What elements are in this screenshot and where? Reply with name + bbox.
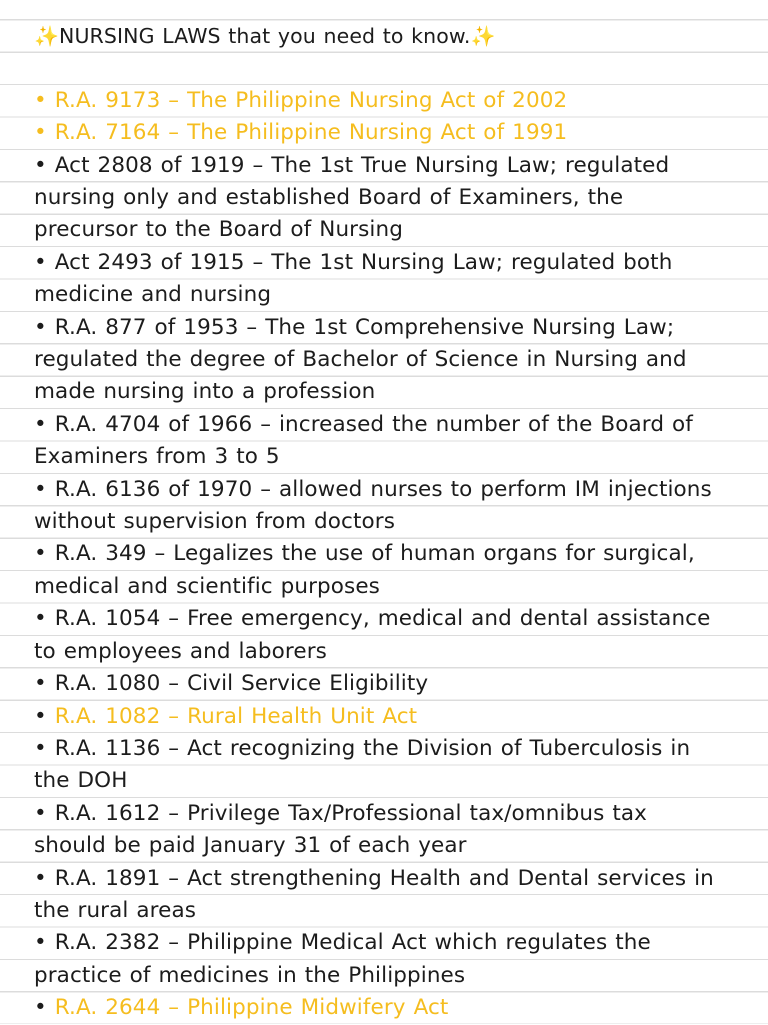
law-entry-line — [34, 247, 759, 279]
law-entry-text: R.A. 2382 – Philippine Medical Act which regulates the — [54, 930, 651, 956]
law-entry-line — [34, 474, 759, 506]
law-entry-text: R.A. 7164 – The Philippine Nursing Act of 1991 — [54, 120, 568, 146]
law-entry-text: medical and scientific purposes — [34, 573, 380, 599]
blank-line — [34, 52, 759, 84]
law-entry-text: practice of medicines in the Philippines — [34, 962, 466, 988]
law-entry — [34, 927, 759, 992]
law-entry — [34, 312, 759, 409]
law-entry-text: R.A. 1891 – Act strengthening Health and Dental services in — [54, 865, 714, 891]
law-entry — [34, 538, 759, 603]
law-entry-text: R.A. 4704 of 1966 – increased the number of the Board of — [54, 411, 693, 437]
law-entry-line — [34, 312, 759, 344]
law-entry-line — [34, 798, 759, 830]
bullet-icon: • — [34, 606, 47, 632]
bullet-icon: • — [34, 671, 47, 697]
bullet-icon: • — [34, 995, 47, 1021]
note-title-text: NURSING LAWS that you need to know. — [59, 24, 471, 48]
law-entry — [34, 668, 759, 700]
law-entry-line — [34, 441, 759, 473]
law-entry-line — [34, 117, 759, 149]
law-entry — [34, 733, 759, 798]
law-entry-line — [34, 603, 759, 635]
bullet-icon: • — [34, 800, 47, 826]
bullet-icon: • — [34, 152, 47, 178]
bullet-icon: • — [34, 249, 47, 275]
law-entry-text: R.A. 1080 – Civil Service Eligibility — [54, 671, 429, 697]
law-entry-text: R.A. 1136 – Act recognizing the Division of Tuberculosis in — [54, 735, 691, 761]
law-entry-text: regulated the degree of Bachelor of Science in Nursing and — [34, 347, 687, 373]
bullet-icon: • — [34, 930, 47, 956]
law-entry-line — [34, 830, 759, 862]
law-entry-text: the DOH — [34, 768, 128, 794]
bullet-icon: • — [34, 87, 47, 113]
law-entry-line — [34, 863, 759, 895]
law-entry-line — [34, 668, 759, 700]
law-entry-line — [34, 344, 759, 376]
law-entry-line — [34, 927, 759, 959]
law-entry-line — [34, 636, 759, 668]
law-entry-line — [34, 765, 759, 797]
law-entry-text: R.A. 349 – Legalizes the use of human organs for surgical, — [54, 541, 695, 567]
law-entry-text: the rural areas — [34, 897, 197, 923]
law-entry-text: nursing only and established Board of Examiners, the — [34, 185, 624, 211]
law-entry-line — [34, 571, 759, 603]
bullet-icon: • — [34, 314, 47, 340]
law-entry — [34, 863, 759, 928]
law-entry-line — [34, 85, 759, 117]
law-entry-text: to employees and laborers — [34, 638, 327, 664]
bullet-icon: • — [34, 476, 47, 502]
law-entry — [34, 992, 759, 1024]
law-entry-text: medicine and nursing — [34, 282, 272, 308]
law-entry — [34, 150, 759, 247]
law-entry — [34, 603, 759, 668]
law-entry-text: R.A. 877 of 1953 – The 1st Comprehensive Nursing Law; — [54, 314, 675, 340]
bullet-icon: • — [34, 865, 47, 891]
sparkles-icon: ✨ — [34, 24, 60, 48]
law-entry — [34, 409, 759, 474]
bullet-icon: • — [34, 735, 47, 761]
law-entry-line — [34, 279, 759, 311]
law-entry-line — [34, 214, 759, 246]
law-entry-line — [34, 506, 759, 538]
law-entry-text: R.A. 9173 – The Philippine Nursing Act of 2002 — [54, 87, 568, 113]
law-entry-line — [34, 992, 759, 1024]
law-entry-text: R.A. 1054 – Free emergency, medical and dental assistance — [54, 606, 711, 632]
law-entry-line — [34, 895, 759, 927]
law-entry-line — [34, 538, 759, 570]
note-title — [34, 20, 759, 52]
law-entry-text: without supervision from doctors — [34, 509, 396, 535]
law-entry-text: Examiners from 3 to 5 — [34, 444, 280, 470]
law-entry-text: R.A. 1082 – Rural Health Unit Act — [54, 703, 418, 729]
law-entry-line — [34, 701, 759, 733]
law-entry-line — [34, 409, 759, 441]
law-entry-text: R.A. 2644 – Philippine Midwifery Act — [54, 995, 449, 1021]
bullet-icon: • — [34, 703, 47, 729]
law-entry-line — [34, 182, 759, 214]
law-list — [34, 85, 759, 1025]
law-entry-line — [34, 376, 759, 408]
law-entry — [34, 798, 759, 863]
bullet-icon: • — [34, 120, 47, 146]
law-entry-line — [34, 150, 759, 182]
law-entry-text: should be paid January 31 of each year — [34, 833, 467, 859]
bullet-icon: • — [34, 541, 47, 567]
bullet-icon: • — [34, 411, 47, 437]
note-text-body[interactable] — [34, 20, 759, 1025]
sparkles-icon: ✨ — [470, 24, 496, 48]
law-entry-text: made nursing into a profession — [34, 379, 376, 405]
law-entry-text: R.A. 6136 of 1970 – allowed nurses to perform IM injections — [54, 476, 712, 502]
law-entry — [34, 701, 759, 733]
law-entry-line — [34, 733, 759, 765]
law-entry — [34, 85, 759, 117]
law-entry-line — [34, 960, 759, 992]
law-entry-text: precursor to the Board of Nursing — [34, 217, 403, 243]
law-entry — [34, 117, 759, 149]
law-entry — [34, 247, 759, 312]
law-entry-text: Act 2808 of 1919 – The 1st True Nursing Law; regulated — [54, 152, 670, 178]
law-entry-text: Act 2493 of 1915 – The 1st Nursing Law; regulated both — [54, 249, 673, 275]
law-entry-text: R.A. 1612 – Privilege Tax/Professional tax/omnibus tax — [54, 800, 647, 826]
law-entry — [34, 474, 759, 539]
